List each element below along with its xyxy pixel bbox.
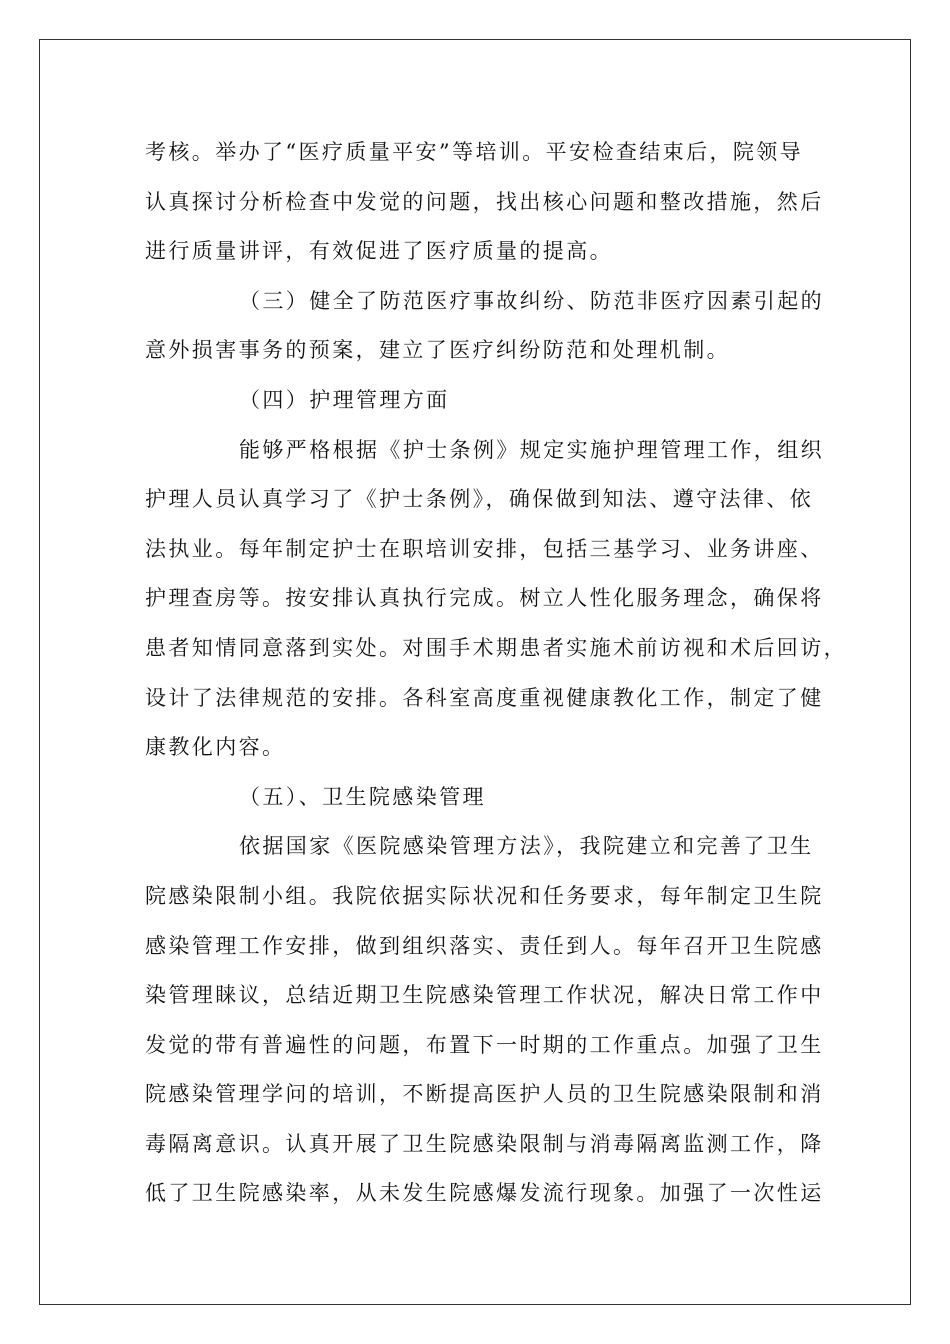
text-line: 康教化内容。 <box>145 735 286 760</box>
text-line: 设计了法律规范的安排。各科室高度重视健康教化工作，制定了健 <box>145 685 824 710</box>
paragraph-first-line: （五）、卫生院感染管理 <box>239 784 486 809</box>
text-line: 染管理睐议，总结近期卫生院感染管理工作状况，解决日常工作中 <box>145 983 824 1008</box>
text-line: 意外损害事务的预案，建立了医疗纠纷防范和处理机制。 <box>145 338 730 363</box>
text-line: 认真探讨分析检查中发觉的问题，找出核心问题和整改措施，然后 <box>145 189 824 214</box>
text-line: 护理人员认真学习了《护士条例》，确保做到知法、遵守法律、依 <box>145 487 814 512</box>
text-line: 进行质量讲评，有效促进了医疗质量的提高。 <box>145 239 613 264</box>
text-line: 院感染限制小组。我院依据实际状况和任务要求，每年制定卫生院 <box>145 883 824 908</box>
text-line: 护理查房等。按安排认真执行完成。树立人性化服务理念，确保将 <box>145 586 824 611</box>
text-line: 患者知情同意落到实处。对围手术期患者实施术前访视和术后回访， <box>145 635 847 660</box>
paragraph-first-line: 能够严格根据《护士条例》规定实施护理管理工作，组织 <box>239 437 824 462</box>
text-line: 院感染管理学问的培训，不断提高医护人员的卫生院感染限制和消 <box>145 1082 824 1107</box>
paragraph-first-line: （四）护理管理方面 <box>239 387 450 412</box>
document-body <box>145 128 847 1219</box>
text-line: 考核。举办了“医疗质量平安”等培训。平安检查结束后，院领导 <box>145 140 804 164</box>
paragraph-first-line: （三）健全了防范医疗事故纠纷、防范非医疗因素引起的 <box>239 288 824 313</box>
paragraph-first-line: 依据国家《医院感染管理方法》，我院建立和完善了卫生 <box>239 834 814 859</box>
text-line: 毒隔离意识。认真开展了卫生院感染限制与消毒隔离监测工作，降 <box>145 1131 824 1156</box>
text-line: 感染管理工作安排，做到组织落实、责任到人。每年召开卫生院感 <box>145 933 824 958</box>
text-line: 法执业。每年制定护士在职培训安排，包括三基学习、业务讲座、 <box>145 536 824 561</box>
text-line: 发觉的带有普遍性的问题，布置下一时期的工作重点。加强了卫生 <box>145 1032 824 1057</box>
text-line: 低了卫生院感染率，从未发生院感爆发流行现象。加强了一次性运 <box>145 1181 824 1206</box>
